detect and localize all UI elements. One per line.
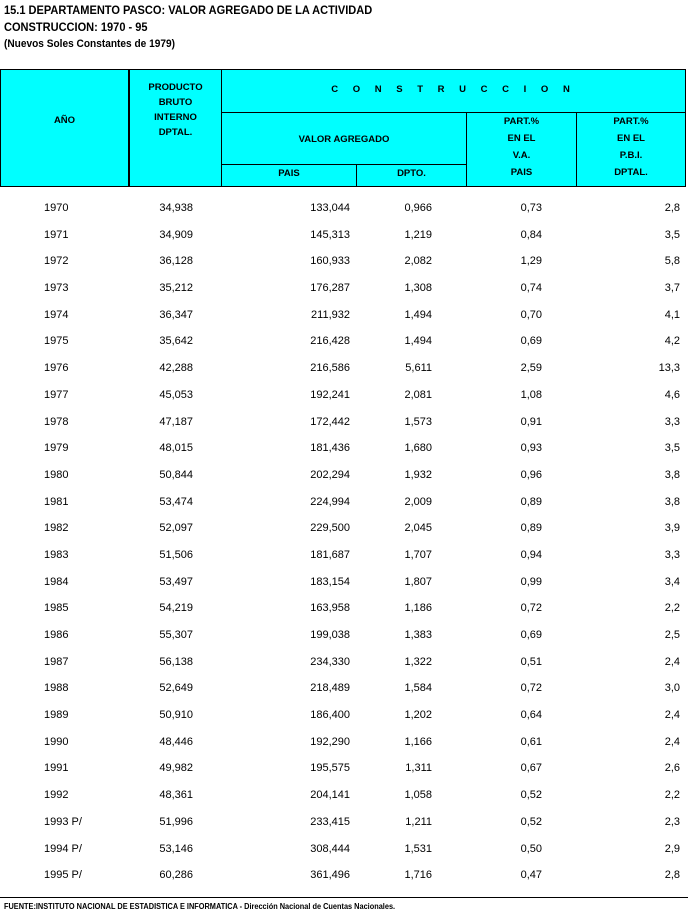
cell-va-dpto: 2,045 — [404, 522, 432, 535]
cell-part-va-pais: 0,69 — [520, 629, 542, 641]
cell-va-dpto: 1,166 — [404, 735, 432, 748]
cell-year: 1986 — [44, 629, 69, 641]
cell-va-pais: 211,932 — [311, 308, 350, 321]
cell-va-dpto: 1,494 — [404, 335, 432, 348]
cell-part-va-pais: 0,50 — [520, 842, 542, 855]
cell-part-va-pais: 0,52 — [520, 789, 542, 802]
cell-part-pbi-dptal: 3,3 — [664, 548, 680, 561]
cell-year: 1980 — [44, 468, 69, 481]
cell-part-pbi-dptal: 2,4 — [664, 735, 680, 748]
table-row — [0, 542, 688, 569]
table-row — [0, 462, 688, 489]
cell-va-pais: 216,428 — [310, 335, 350, 348]
cell-part-pbi-dptal: 3,9 — [664, 522, 680, 535]
cell-va-dpto: 1,383 — [404, 629, 432, 641]
cell-part-pbi-dptal: 5,8 — [664, 255, 680, 268]
cell-va-pais: 202,294 — [310, 468, 350, 481]
cell-va-dpto: 1,680 — [404, 442, 432, 455]
cell-part-pbi-dptal: 3,7 — [664, 282, 680, 295]
table-row — [0, 595, 688, 622]
cell-pbi-dptal: 36,128 — [159, 255, 193, 268]
source-note: FUENTE:INSTITUTO NACIONAL DE ESTADISTICA E INFORMATICA - Dirección Nacional de Cuentas Nacionales. — [4, 902, 396, 911]
cell-part-pbi-dptal: 2,2 — [664, 789, 680, 802]
cell-year: 1993 P/ — [44, 815, 82, 828]
cell-va-dpto: 1,186 — [404, 602, 432, 615]
table-row — [0, 435, 688, 462]
cell-year: 1972 — [44, 255, 69, 268]
cell-part-va-pais: 0,69 — [520, 335, 542, 348]
table-row — [0, 515, 688, 542]
cell-part-va-pais: 0,61 — [520, 735, 542, 748]
cell-pbi-dptal: 35,212 — [159, 282, 193, 295]
cell-part-va-pais: 0,89 — [520, 522, 542, 535]
col-header-part-pbi: PART.% EN EL P.B.I. DPTAL. — [613, 116, 649, 178]
cell-year: 1989 — [44, 709, 69, 722]
cell-year: 1974 — [44, 308, 69, 321]
cell-part-va-pais: 0,84 — [520, 228, 542, 241]
cell-part-pbi-dptal: 4,1 — [664, 308, 680, 321]
cell-year: 1983 — [44, 548, 69, 561]
cell-year: 1990 — [44, 735, 69, 748]
cell-year: 1994 P/ — [44, 842, 82, 855]
cell-va-pais: 224,994 — [310, 495, 350, 508]
table-row — [0, 755, 688, 782]
cell-va-dpto: 1,322 — [404, 655, 432, 668]
cell-part-pbi-dptal: 13,3 — [658, 362, 680, 375]
cell-part-va-pais: 0,89 — [520, 495, 542, 508]
cell-va-pais: 176,287 — [310, 282, 350, 295]
cell-va-pais: 199,038 — [310, 629, 350, 641]
cell-pbi-dptal: 51,506 — [159, 548, 193, 561]
table-row — [0, 355, 688, 382]
cell-va-pais: 233,415 — [310, 815, 350, 828]
cell-pbi-dptal: 52,649 — [159, 682, 193, 695]
cell-year: 1981 — [44, 495, 69, 508]
table-row — [0, 809, 688, 836]
cell-va-pais: 218,489 — [310, 682, 350, 695]
table-row — [0, 675, 688, 702]
col-header-part-va: PART.% EN EL V.A. PAIS — [503, 116, 540, 178]
cell-pbi-dptal: 34,938 — [159, 202, 193, 214]
cell-part-pbi-dptal: 2,8 — [664, 202, 680, 214]
cell-pbi-dptal: 55,307 — [159, 629, 193, 641]
cell-year: 1979 — [44, 442, 69, 455]
cell-va-pais: 192,290 — [310, 735, 350, 748]
cell-part-pbi-dptal: 2,5 — [664, 629, 680, 641]
cell-va-dpto: 1,058 — [404, 789, 432, 802]
cell-va-dpto: 1,716 — [404, 869, 432, 882]
cell-va-dpto: 1,311 — [405, 762, 432, 775]
table-row — [0, 328, 688, 355]
table-row — [0, 782, 688, 809]
cell-va-pais: 195,575 — [310, 762, 350, 775]
cell-pbi-dptal: 48,015 — [159, 442, 193, 455]
cell-va-dpto: 2,082 — [404, 255, 432, 268]
cell-va-pais: 181,687 — [310, 548, 350, 561]
table-title-block — [4, 2, 404, 53]
cell-part-pbi-dptal: 2,4 — [664, 709, 680, 722]
cell-year: 1975 — [44, 335, 69, 348]
cell-part-pbi-dptal: 2,3 — [664, 815, 680, 828]
cell-part-va-pais: 0,70 — [520, 308, 542, 321]
cell-va-dpto: 0,966 — [404, 202, 432, 214]
cell-pbi-dptal: 45,053 — [159, 388, 193, 401]
cell-va-dpto: 5,611 — [405, 362, 432, 375]
cell-pbi-dptal: 51,996 — [159, 815, 193, 828]
cell-pbi-dptal: 48,446 — [159, 735, 193, 748]
table-subtitle: CONSTRUCCION: 1970 - 95 — [4, 20, 148, 34]
table-row — [0, 729, 688, 756]
table-row — [0, 622, 688, 649]
cell-part-pbi-dptal: 4,6 — [664, 388, 680, 401]
cell-year: 1976 — [44, 362, 69, 375]
cell-part-va-pais: 0,96 — [520, 468, 542, 481]
col-header-anio: AÑO — [53, 115, 76, 126]
table-row — [0, 702, 688, 729]
cell-pbi-dptal: 54,219 — [159, 602, 193, 615]
cell-va-dpto: 1,573 — [404, 415, 432, 428]
cell-year: 1971 — [44, 228, 69, 241]
cell-pbi-dptal: 48,361 — [159, 789, 193, 802]
cell-part-va-pais: 1,08 — [520, 388, 542, 401]
cell-part-pbi-dptal: 2,8 — [664, 869, 680, 882]
cell-va-pais: 216,586 — [310, 362, 350, 375]
cell-va-dpto: 1,202 — [404, 709, 432, 722]
cell-pbi-dptal: 56,138 — [159, 655, 193, 668]
cell-part-va-pais: 0,94 — [520, 548, 542, 561]
cell-part-va-pais: 0,51 — [520, 655, 542, 668]
cell-part-pbi-dptal: 3,3 — [664, 415, 680, 428]
cell-pbi-dptal: 34,909 — [159, 228, 193, 241]
table-header — [0, 69, 686, 187]
cell-year: 1987 — [44, 655, 69, 668]
cell-year: 1973 — [44, 282, 69, 295]
cell-year: 1992 — [44, 789, 69, 802]
table-row — [0, 302, 688, 329]
table-row — [0, 489, 688, 516]
cell-va-dpto: 2,081 — [404, 388, 432, 401]
cell-part-va-pais: 0,93 — [520, 442, 542, 455]
cell-year: 1978 — [44, 415, 69, 428]
cell-va-pais: 308,444 — [310, 842, 350, 855]
cell-va-pais: 229,500 — [310, 522, 350, 535]
cell-part-pbi-dptal: 2,6 — [664, 762, 680, 775]
cell-part-va-pais: 0,91 — [520, 415, 542, 428]
cell-va-pais: 133,044 — [310, 202, 350, 214]
cell-va-pais: 186,400 — [310, 709, 350, 722]
cell-part-pbi-dptal: 3,0 — [664, 682, 680, 695]
table-row — [0, 569, 688, 596]
table-title: 15.1 DEPARTAMENTO PASCO: VALOR AGREGADO DE LA ACTIVIDAD — [4, 3, 373, 17]
table-row — [0, 222, 688, 249]
cell-year: 1988 — [44, 682, 69, 695]
col-header-dpto: DPTO. — [397, 168, 426, 179]
table-row — [0, 382, 688, 409]
cell-va-pais: 163,958 — [310, 602, 350, 615]
cell-year: 1982 — [44, 522, 69, 535]
cell-pbi-dptal: 50,910 — [159, 709, 193, 722]
cell-year: 1970 — [44, 202, 69, 214]
cell-va-pais: 160,933 — [310, 255, 350, 268]
cell-va-dpto: 1,531 — [404, 842, 432, 855]
cell-va-dpto: 1,584 — [404, 682, 432, 695]
cell-part-va-pais: 0,72 — [520, 682, 542, 695]
cell-va-pais: 192,241 — [310, 388, 350, 401]
table-row — [0, 248, 688, 275]
cell-va-pais: 361,496 — [310, 869, 350, 882]
cell-pbi-dptal: 35,642 — [159, 335, 193, 348]
cell-pbi-dptal: 53,146 — [159, 842, 193, 855]
table-row — [0, 195, 688, 222]
cell-part-pbi-dptal: 3,8 — [664, 495, 680, 508]
table-units: (Nuevos Soles Constantes de 1979) — [4, 38, 175, 50]
cell-part-pbi-dptal: 2,9 — [664, 842, 680, 855]
cell-part-va-pais: 2,59 — [520, 362, 542, 375]
cell-pbi-dptal: 53,474 — [159, 495, 193, 508]
cell-pbi-dptal: 47,187 — [159, 415, 193, 428]
cell-year: 1995 P/ — [44, 869, 82, 882]
cell-year: 1991 — [44, 762, 69, 775]
cell-va-dpto: 1,707 — [404, 548, 432, 561]
table-row — [0, 836, 688, 863]
cell-pbi-dptal: 52,097 — [159, 522, 193, 535]
cell-part-pbi-dptal: 2,4 — [664, 655, 680, 668]
cell-va-dpto: 1,219 — [404, 228, 432, 241]
cell-va-pais: 183,154 — [310, 575, 350, 588]
cell-va-dpto: 1,932 — [404, 468, 432, 481]
cell-pbi-dptal: 53,497 — [159, 575, 193, 588]
cell-va-pais: 181,436 — [310, 442, 350, 455]
cell-part-va-pais: 0,72 — [520, 602, 542, 615]
cell-part-va-pais: 0,47 — [520, 869, 542, 882]
cell-part-va-pais: 0,64 — [520, 709, 542, 722]
cell-pbi-dptal: 60,286 — [159, 869, 193, 882]
table-row — [0, 409, 688, 436]
cell-va-dpto: 1,807 — [404, 575, 432, 588]
cell-part-pbi-dptal: 3,5 — [664, 228, 680, 241]
cell-pbi-dptal: 49,982 — [159, 762, 193, 775]
footer-divider — [0, 897, 688, 898]
cell-year: 1977 — [44, 388, 69, 401]
cell-part-pbi-dptal: 3,4 — [664, 575, 680, 588]
header-divider — [221, 164, 466, 165]
cell-year: 1984 — [44, 575, 69, 588]
cell-va-pais: 204,141 — [310, 789, 350, 802]
table-row — [0, 862, 688, 889]
cell-va-pais: 234,330 — [310, 655, 350, 668]
cell-pbi-dptal: 50,844 — [159, 468, 193, 481]
cell-va-pais: 145,313 — [310, 228, 350, 241]
cell-pbi-dptal: 36,347 — [159, 308, 193, 321]
cell-va-pais: 172,442 — [310, 415, 350, 428]
cell-part-va-pais: 1,29 — [520, 255, 542, 268]
cell-part-va-pais: 0,52 — [520, 815, 542, 828]
cell-part-pbi-dptal: 3,5 — [664, 442, 680, 455]
cell-part-va-pais: 0,67 — [520, 762, 542, 775]
cell-part-pbi-dptal: 4,2 — [664, 335, 680, 348]
col-header-valor-agregado: VALOR AGREGADO — [298, 134, 390, 145]
cell-year: 1985 — [44, 602, 69, 615]
cell-part-pbi-dptal: 3,8 — [664, 468, 680, 481]
cell-part-va-pais: 0,74 — [520, 282, 542, 295]
table-row — [0, 649, 688, 676]
cell-va-dpto: 1,494 — [404, 308, 432, 321]
col-header-pbi: PRODUCTO BRUTO INTERNO DPTAL. — [148, 82, 203, 138]
cell-part-pbi-dptal: 2,2 — [664, 602, 680, 615]
col-header-pais: PAIS — [278, 168, 300, 179]
cell-va-dpto: 1,308 — [404, 282, 432, 295]
cell-va-dpto: 1,211 — [405, 815, 432, 828]
cell-part-va-pais: 0,99 — [520, 575, 542, 588]
cell-pbi-dptal: 42,288 — [159, 362, 193, 375]
table-row — [0, 275, 688, 302]
cell-part-va-pais: 0,73 — [520, 202, 542, 214]
cell-va-dpto: 2,009 — [404, 495, 432, 508]
table-body — [0, 195, 688, 889]
col-header-construccion: C O N S T R U C C I O N — [331, 84, 576, 95]
